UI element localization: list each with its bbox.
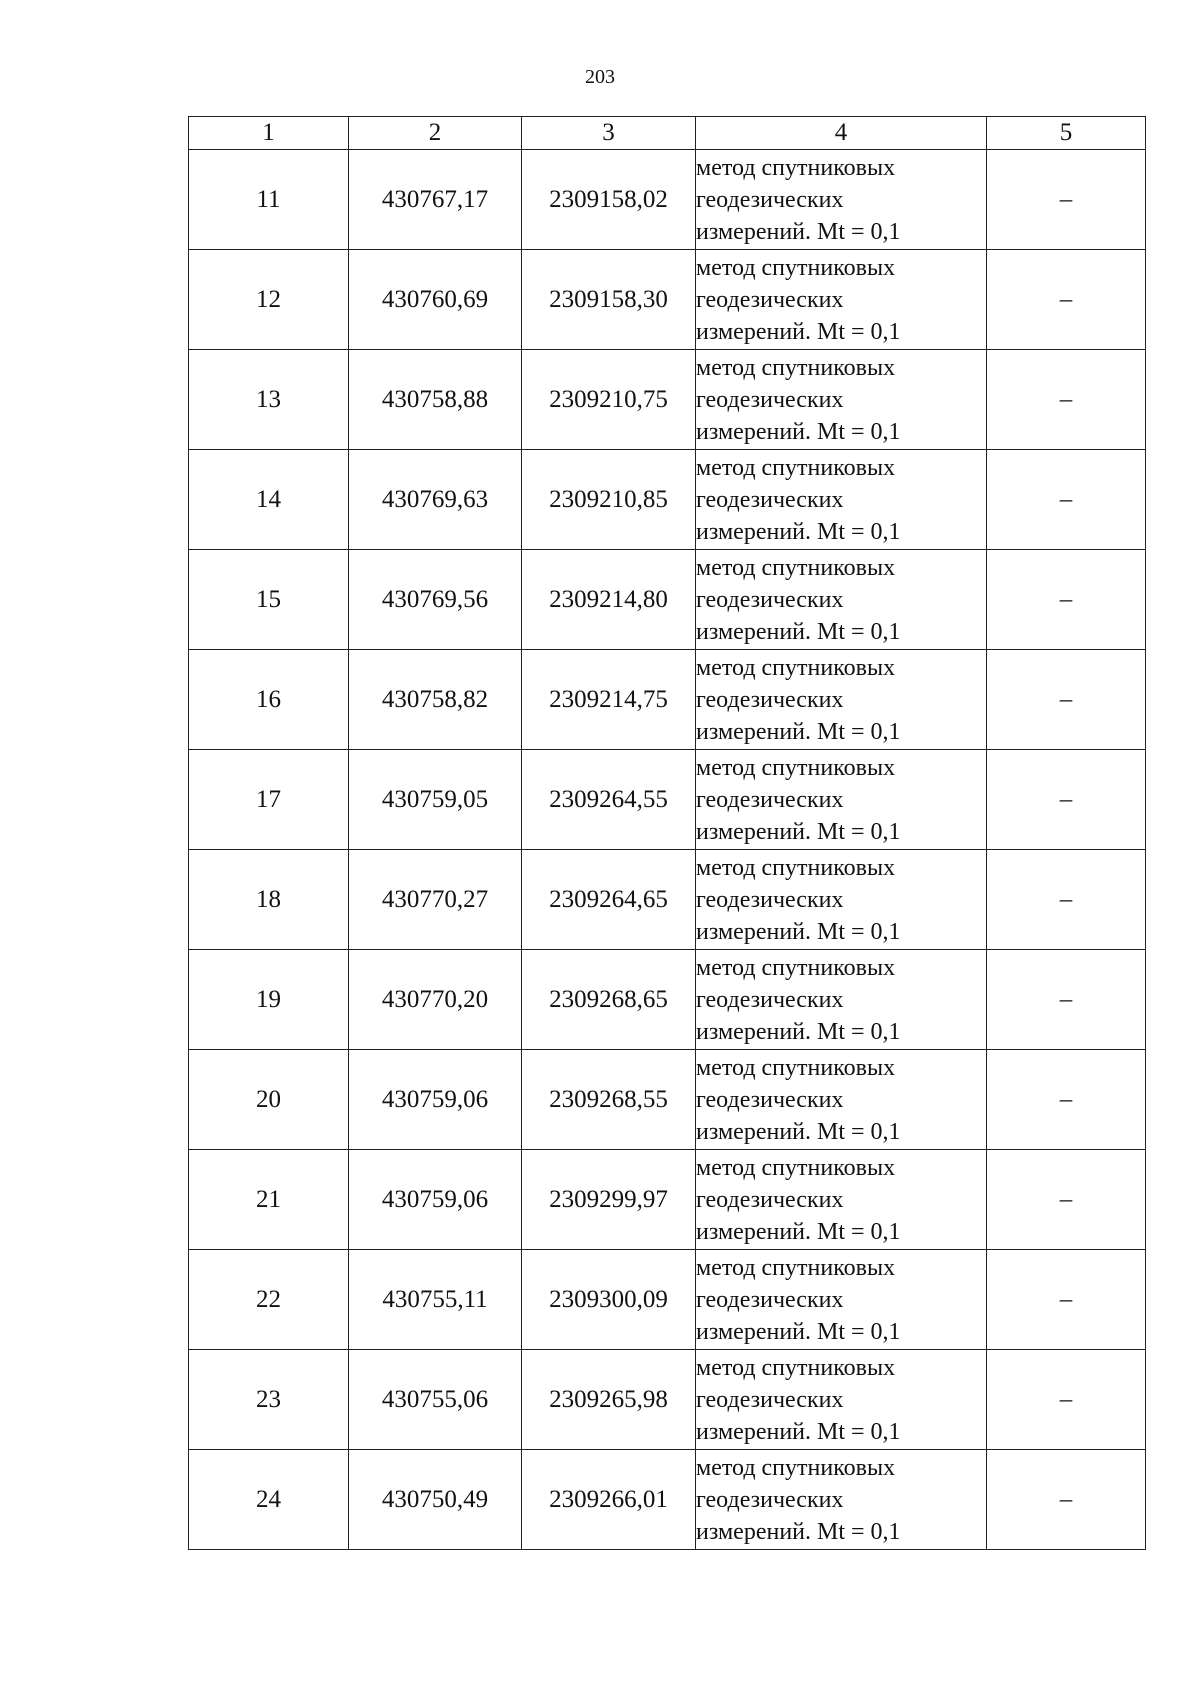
coordinate-y-cell: 2309264,55 <box>522 750 696 850</box>
method-line: геодезических <box>696 986 844 1013</box>
method-line: метод спутниковых <box>696 1354 896 1381</box>
point-number-cell: 16 <box>189 650 349 750</box>
method-line: измерений. Mt = 0,1 <box>696 518 901 545</box>
coordinate-x-cell: 430750,49 <box>349 1450 522 1550</box>
column-5-cell: – <box>987 150 1146 250</box>
coordinate-y-cell: 2309268,55 <box>522 1050 696 1150</box>
column-5-cell: – <box>987 1250 1146 1350</box>
table-row <box>189 950 1146 1050</box>
method-line: метод спутниковых <box>696 154 896 181</box>
coordinate-x-cell: 430759,06 <box>349 1050 522 1150</box>
column-5-cell: – <box>987 1350 1146 1450</box>
method-cell <box>696 1450 987 1550</box>
method-cell <box>696 1350 987 1450</box>
column-header: 4 <box>696 117 987 150</box>
method-cell <box>696 1250 987 1350</box>
coordinate-y-cell: 2309210,75 <box>522 350 696 450</box>
point-number-cell: 11 <box>189 150 349 250</box>
method-line: геодезических <box>696 1486 844 1513</box>
method-line: метод спутниковых <box>696 354 896 381</box>
coordinate-x-cell: 430770,27 <box>349 850 522 950</box>
method-line: измерений. Mt = 0,1 <box>696 818 901 845</box>
table-row <box>189 1250 1146 1350</box>
column-5-cell: – <box>987 1050 1146 1150</box>
table-row <box>189 750 1146 850</box>
coordinate-y-cell: 2309266,01 <box>522 1450 696 1550</box>
method-line: метод спутниковых <box>696 1254 896 1281</box>
method-cell <box>696 1050 987 1150</box>
point-number-cell: 12 <box>189 250 349 350</box>
method-line: измерений. Mt = 0,1 <box>696 1018 901 1045</box>
coordinate-y-cell: 2309214,75 <box>522 650 696 750</box>
coordinate-y-cell: 2309264,65 <box>522 850 696 950</box>
method-line: геодезических <box>696 1386 844 1413</box>
column-5-cell: – <box>987 250 1146 350</box>
table-header <box>189 117 1146 150</box>
method-cell <box>696 550 987 650</box>
coordinate-x-cell: 430769,56 <box>349 550 522 650</box>
method-cell <box>696 350 987 450</box>
method-cell <box>696 1150 987 1250</box>
method-line: геодезических <box>696 1186 844 1213</box>
method-line: метод спутниковых <box>696 754 896 781</box>
coordinate-x-cell: 430767,17 <box>349 150 522 250</box>
table-row <box>189 350 1146 450</box>
method-line: геодезических <box>696 186 844 213</box>
coordinate-x-cell: 430755,06 <box>349 1350 522 1450</box>
method-line: геодезических <box>696 786 844 813</box>
method-line: геодезических <box>696 486 844 513</box>
table-row <box>189 850 1146 950</box>
method-line: метод спутниковых <box>696 1054 896 1081</box>
method-line: геодезических <box>696 886 844 913</box>
coordinate-x-cell: 430759,06 <box>349 1150 522 1250</box>
coordinate-y-cell: 2309265,98 <box>522 1350 696 1450</box>
point-number-cell: 20 <box>189 1050 349 1150</box>
method-line: геодезических <box>696 1086 844 1113</box>
coordinate-y-cell: 2309210,85 <box>522 450 696 550</box>
method-line: геодезических <box>696 386 844 413</box>
coordinate-x-cell: 430759,05 <box>349 750 522 850</box>
point-number-cell: 19 <box>189 950 349 1050</box>
coordinates-table <box>188 116 1146 1550</box>
table-row <box>189 1350 1146 1450</box>
point-number-cell: 24 <box>189 1450 349 1550</box>
point-number-cell: 22 <box>189 1250 349 1350</box>
point-number-cell: 13 <box>189 350 349 450</box>
method-line: метод спутниковых <box>696 854 896 881</box>
method-line: метод спутниковых <box>696 554 896 581</box>
table-row <box>189 450 1146 550</box>
point-number-cell: 18 <box>189 850 349 950</box>
method-line: измерений. Mt = 0,1 <box>696 918 901 945</box>
method-line: измерений. Mt = 0,1 <box>696 1418 901 1445</box>
coordinate-y-cell: 2309158,02 <box>522 150 696 250</box>
page-number: 203 <box>585 66 615 88</box>
column-header: 3 <box>522 117 696 150</box>
table-row <box>189 250 1146 350</box>
method-cell <box>696 650 987 750</box>
method-line: измерений. Mt = 0,1 <box>696 1518 901 1545</box>
table-row <box>189 1450 1146 1550</box>
method-line: измерений. Mt = 0,1 <box>696 618 901 645</box>
table-row <box>189 550 1146 650</box>
point-number-cell: 14 <box>189 450 349 550</box>
method-line: измерений. Mt = 0,1 <box>696 218 901 245</box>
table-body <box>189 150 1146 1550</box>
method-cell <box>696 950 987 1050</box>
method-cell <box>696 750 987 850</box>
coordinate-x-cell: 430758,82 <box>349 650 522 750</box>
column-header: 5 <box>987 117 1146 150</box>
coordinate-x-cell: 430755,11 <box>349 1250 522 1350</box>
method-line: измерений. Mt = 0,1 <box>696 1218 901 1245</box>
coordinate-x-cell: 430760,69 <box>349 250 522 350</box>
column-5-cell: – <box>987 1450 1146 1550</box>
method-line: измерений. Mt = 0,1 <box>696 1118 901 1145</box>
point-number-cell: 21 <box>189 1150 349 1250</box>
coordinate-y-cell: 2309158,30 <box>522 250 696 350</box>
method-line: метод спутниковых <box>696 654 896 681</box>
table-row <box>189 150 1146 250</box>
header-row <box>189 117 1146 150</box>
method-line: метод спутниковых <box>696 1454 896 1481</box>
method-cell <box>696 450 987 550</box>
coordinate-x-cell: 430758,88 <box>349 350 522 450</box>
column-5-cell: – <box>987 650 1146 750</box>
coordinate-y-cell: 2309268,65 <box>522 950 696 1050</box>
method-cell <box>696 850 987 950</box>
method-line: измерений. Mt = 0,1 <box>696 718 901 745</box>
method-line: метод спутниковых <box>696 954 896 981</box>
coordinate-y-cell: 2309299,97 <box>522 1150 696 1250</box>
column-5-cell: – <box>987 550 1146 650</box>
method-line: измерений. Mt = 0,1 <box>696 318 901 345</box>
method-line: геодезических <box>696 686 844 713</box>
method-cell <box>696 150 987 250</box>
column-5-cell: – <box>987 950 1146 1050</box>
method-line: геодезических <box>696 286 844 313</box>
method-line: метод спутниковых <box>696 254 896 281</box>
column-5-cell: – <box>987 1150 1146 1250</box>
coordinate-x-cell: 430769,63 <box>349 450 522 550</box>
method-cell <box>696 250 987 350</box>
column-5-cell: – <box>987 450 1146 550</box>
column-5-cell: – <box>987 350 1146 450</box>
table-row <box>189 650 1146 750</box>
method-line: геодезических <box>696 1286 844 1313</box>
coordinate-x-cell: 430770,20 <box>349 950 522 1050</box>
table-row <box>189 1050 1146 1150</box>
column-header: 2 <box>349 117 522 150</box>
point-number-cell: 17 <box>189 750 349 850</box>
column-5-cell: – <box>987 850 1146 950</box>
point-number-cell: 23 <box>189 1350 349 1450</box>
column-header: 1 <box>189 117 349 150</box>
column-5-cell: – <box>987 750 1146 850</box>
method-line: измерений. Mt = 0,1 <box>696 418 901 445</box>
coordinate-y-cell: 2309214,80 <box>522 550 696 650</box>
method-line: метод спутниковых <box>696 454 896 481</box>
table-row <box>189 1150 1146 1250</box>
method-line: измерений. Mt = 0,1 <box>696 1318 901 1345</box>
coordinate-y-cell: 2309300,09 <box>522 1250 696 1350</box>
method-line: геодезических <box>696 586 844 613</box>
point-number-cell: 15 <box>189 550 349 650</box>
method-line: метод спутниковых <box>696 1154 896 1181</box>
